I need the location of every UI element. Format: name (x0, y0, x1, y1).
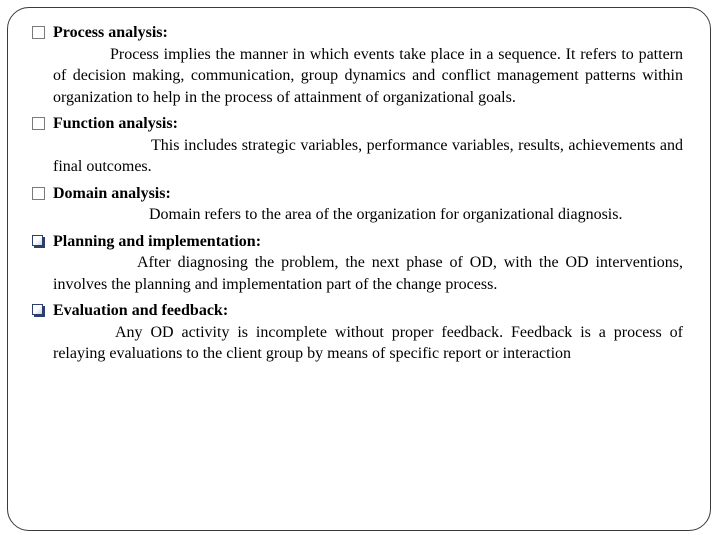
item-heading (31, 22, 683, 44)
item-heading (31, 113, 683, 135)
slide-content (31, 22, 683, 370)
item-body: Domain refers to the area of the organization for organizational diagnosis. (149, 206, 623, 223)
list-item (31, 113, 683, 178)
item-heading-text: Domain analysis: (53, 184, 171, 202)
item-body: Process implies the manner in which events take place in a sequence. It refers to pattern of decision making, communication, group dynamics and conflict management patterns within organization to help in the process of attainment of organizational goals. (53, 45, 683, 106)
item-heading (31, 300, 683, 322)
list-item (31, 300, 683, 365)
hollow-square-icon (32, 26, 45, 39)
hollow-square-icon (32, 117, 45, 130)
hollow-square-icon (32, 187, 45, 200)
list-item (31, 22, 683, 108)
item-body: This includes strategic variables, performance variables, results, achievements and final outcomes. (53, 136, 683, 175)
item-body: After diagnosing the problem, the next phase of OD, with the OD interventions, involves the planning and implementation part of the change process. (53, 254, 683, 293)
item-heading-text: Evaluation and feedback: (53, 302, 229, 319)
item-body: Any OD activity is incomplete without proper feedback. Feedback is a process of relaying evaluations to the client group by means of specific report or interaction (53, 323, 683, 362)
shadow-square-icon (32, 235, 43, 246)
item-heading (31, 231, 683, 253)
item-heading (31, 183, 683, 205)
list-item (31, 183, 683, 226)
item-heading-text: Process analysis: (53, 24, 168, 41)
shadow-square-icon (32, 304, 43, 315)
list-item (31, 231, 683, 296)
item-heading-text: Function analysis: (53, 115, 178, 132)
item-heading-text: Planning and implementation: (53, 232, 262, 250)
